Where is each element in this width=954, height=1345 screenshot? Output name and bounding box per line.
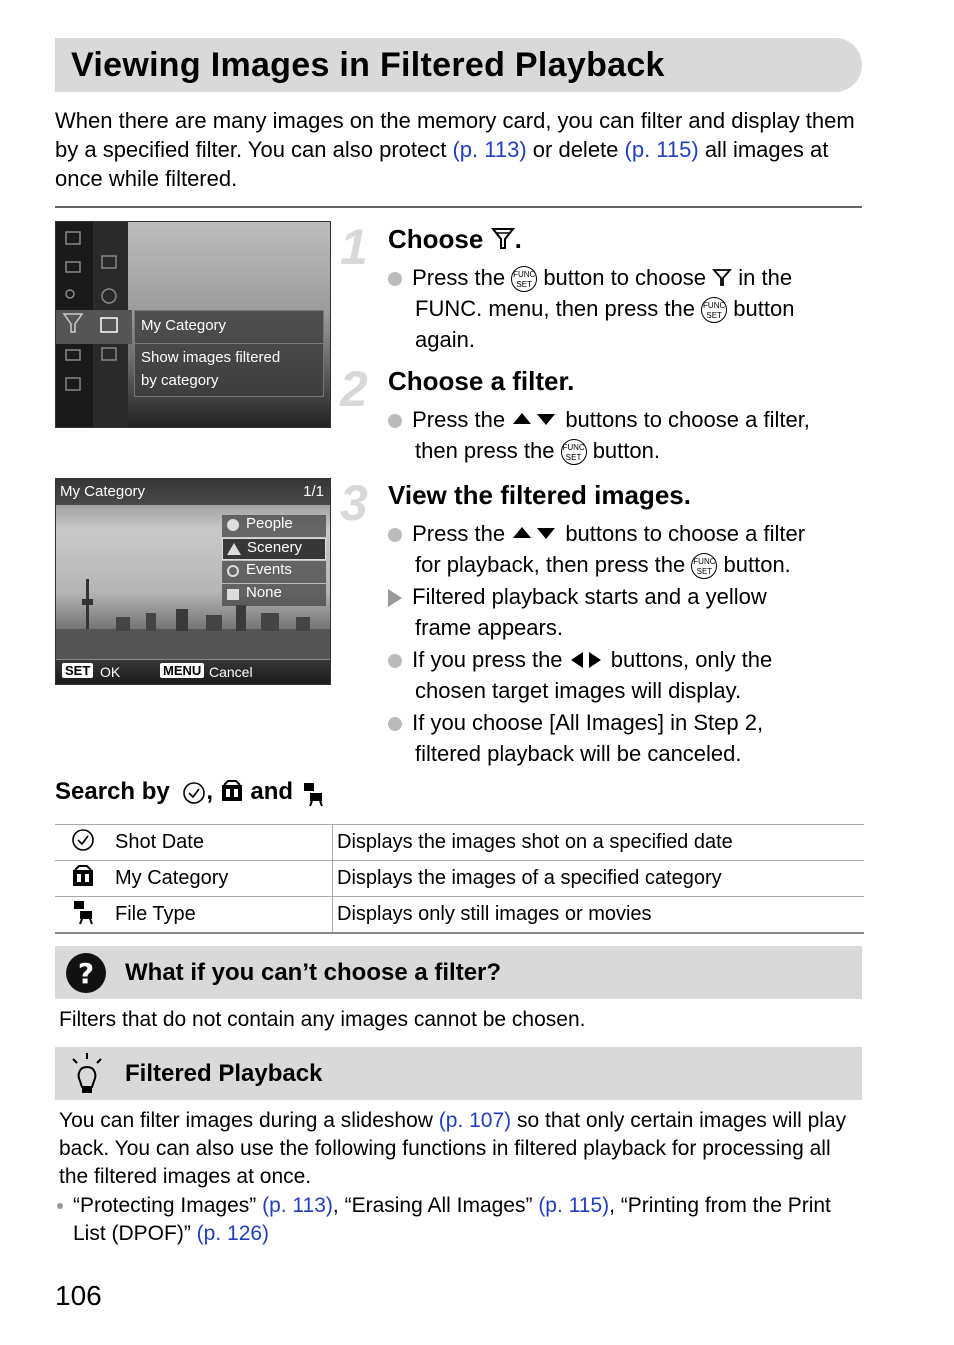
set-key-icon: SET — [62, 663, 93, 678]
category-icon — [220, 779, 244, 803]
text: button to choose — [543, 265, 706, 290]
text: If you choose [All Images] in Step 2, — [412, 710, 764, 735]
link-p115[interactable]: (p. 115) — [624, 137, 699, 162]
lightbulb-icon — [69, 1051, 105, 1097]
divider — [55, 206, 862, 208]
text: chosen target images will display. — [415, 678, 742, 703]
bullet-dot — [388, 272, 402, 286]
bullet-dot — [388, 654, 402, 668]
screen-footer — [56, 660, 330, 684]
result-arrow-icon — [388, 589, 402, 607]
option-label: Events — [246, 561, 292, 578]
cell-name: My Category — [111, 861, 333, 897]
step-heading-text: Choose — [388, 224, 484, 254]
text: Press the — [412, 407, 506, 432]
key-icon — [66, 290, 74, 298]
faq-header — [55, 946, 862, 999]
category-icon — [101, 318, 117, 332]
step-number-2: 2 — [340, 361, 368, 417]
step-3-heading: View the filtered images. — [388, 480, 691, 510]
cell-desc: Displays the images shot on a specified date — [333, 825, 865, 861]
intro-paragraph — [55, 106, 865, 193]
clock-icon — [71, 828, 95, 852]
menu-title: My Category — [141, 317, 227, 334]
text: frame appears. — [415, 615, 563, 640]
folder-icon — [66, 378, 80, 390]
text: button. — [592, 438, 660, 463]
bullet-dot — [388, 717, 402, 731]
tip-list-item — [55, 1192, 855, 1248]
step-heading-punct: . — [514, 224, 522, 254]
category-icon — [71, 864, 95, 888]
func-set-icon: FUNC SET — [511, 266, 537, 292]
events-icon — [227, 565, 239, 577]
text: “Protecting Images” — [73, 1194, 263, 1217]
func-set-icon: FUNC SET — [701, 297, 727, 323]
table-row — [55, 825, 864, 861]
cell-name: File Type — [111, 897, 333, 934]
text: Press the — [412, 521, 506, 546]
up-down-arrows-icon — [511, 525, 559, 541]
text: for playback, then press the — [415, 552, 686, 577]
tip-header — [55, 1047, 862, 1100]
table-row — [55, 897, 864, 934]
link-p113[interactable]: (p. 113) — [452, 137, 527, 162]
option-none[interactable] — [222, 584, 326, 606]
camera-icon — [66, 232, 80, 244]
bullet-dot — [57, 1203, 63, 1209]
cell-desc: Displays only still images or movies — [333, 897, 865, 934]
text: button. — [723, 552, 791, 577]
question-icon — [65, 952, 107, 994]
print-icon — [66, 262, 80, 272]
screen-header — [56, 479, 330, 505]
option-label: None — [246, 584, 282, 601]
option-label: Scenery — [247, 539, 303, 556]
cell-icon — [55, 825, 111, 861]
link-p113[interactable]: (p. 113) — [262, 1194, 333, 1217]
page-title: Viewing Images in Filtered Playback — [71, 46, 665, 84]
text: FUNC. menu, then press the — [415, 296, 696, 321]
step-2-bullet — [388, 404, 858, 466]
table-row — [55, 861, 864, 897]
text: in the — [738, 265, 793, 290]
faq-heading: What if you can’t choose a filter? — [125, 959, 502, 986]
bullet-dot — [388, 528, 402, 542]
title-bar — [55, 38, 862, 92]
filter-icon — [64, 314, 82, 332]
file-type-icon — [300, 781, 326, 807]
option-people[interactable] — [222, 515, 326, 537]
text: filtered playback will be canceled. — [415, 741, 742, 766]
option-events[interactable] — [222, 561, 326, 583]
step-1-bullet — [388, 262, 858, 355]
func-set-icon: FUNC SET — [561, 439, 587, 465]
left-right-arrows-icon — [569, 650, 605, 670]
svg-text:?: ? — [77, 957, 95, 990]
text: buttons to choose a filter — [565, 521, 806, 546]
search-table — [55, 824, 864, 934]
clock-icon — [102, 289, 116, 303]
up-down-arrows-icon — [511, 411, 559, 427]
text: buttons to choose a filter, — [565, 407, 810, 432]
image-counter: 1/1 — [303, 483, 324, 500]
filter-icon — [491, 226, 515, 250]
page-number: 106 — [55, 1280, 102, 1311]
filter-options — [222, 515, 326, 606]
text: then press the — [415, 438, 555, 463]
text: button — [733, 296, 795, 321]
menu-icons — [56, 222, 136, 427]
camera-screen-func-menu — [55, 221, 331, 428]
text: , “Printing from the Print List (DPOF)” — [73, 1194, 831, 1245]
tip-body — [59, 1107, 859, 1191]
ok-label: OK — [100, 664, 121, 680]
func-set-icon: FUNC SET — [691, 553, 717, 579]
link-p126[interactable]: (p. 126) — [196, 1222, 270, 1245]
camera-screen-my-category — [55, 478, 331, 685]
intro-text: all images at once while filtered. — [55, 137, 829, 191]
cell-name: Shot Date — [111, 825, 333, 861]
intro-text: or delete — [526, 137, 625, 162]
text: so that only certain images will play back. You can also use the following functions in filtered playback for processing all the filtered images at once. — [59, 1109, 847, 1188]
file-type-icon — [70, 899, 96, 925]
text: Search by — [55, 778, 170, 805]
text: again. — [415, 327, 475, 352]
text: You can filter images during a slideshow — [59, 1109, 439, 1132]
people-icon — [227, 519, 239, 531]
link-p107[interactable]: (p. 107) — [438, 1109, 512, 1132]
step-1-heading — [388, 224, 522, 255]
link-p115[interactable]: (p. 115) — [538, 1194, 610, 1217]
faq-body: Filters that do not contain any images cannot be chosen. — [59, 1008, 586, 1031]
scenery-icon — [227, 543, 241, 555]
file-type-icon — [102, 348, 116, 360]
cell-icon — [55, 861, 111, 897]
search-heading — [55, 778, 326, 807]
menu-desc-line1: Show images filtered — [141, 349, 281, 366]
text: , “Erasing All Images” — [332, 1194, 539, 1217]
cancel-label: Cancel — [209, 664, 253, 680]
text: Filtered playback starts and a yellow — [412, 584, 767, 609]
step-3-bullets — [388, 518, 858, 769]
text: buttons, only the — [610, 647, 773, 672]
none-icon — [227, 589, 239, 600]
rotate-icon — [66, 350, 80, 360]
menu-desc-line2: by category — [141, 372, 219, 389]
screen-header-title: My Category — [60, 483, 146, 500]
text: , — [206, 778, 214, 805]
filter-icon — [712, 267, 732, 287]
step-2-heading: Choose a filter. — [388, 366, 575, 396]
step-number-3: 3 — [340, 475, 368, 531]
menu-title-box — [134, 310, 324, 344]
text: If you press the — [412, 647, 563, 672]
option-scenery[interactable] — [222, 538, 326, 560]
cell-icon — [55, 897, 111, 934]
intro-text: When there are many images on the memory card, you can filter and display them by a specified filter. You can also protect — [55, 108, 855, 162]
bullet-dot — [388, 414, 402, 428]
text: and — [250, 778, 294, 805]
cell-desc: Displays the images of a specified category — [333, 861, 865, 897]
slideshow-icon — [102, 256, 116, 268]
text: Press the — [412, 265, 506, 290]
clock-icon — [182, 781, 206, 805]
option-label: People — [246, 515, 293, 532]
step-number-1: 1 — [340, 219, 368, 275]
menu-desc-box — [134, 343, 324, 397]
menu-key-icon: MENU — [160, 663, 204, 678]
tip-heading: Filtered Playback — [125, 1060, 323, 1087]
